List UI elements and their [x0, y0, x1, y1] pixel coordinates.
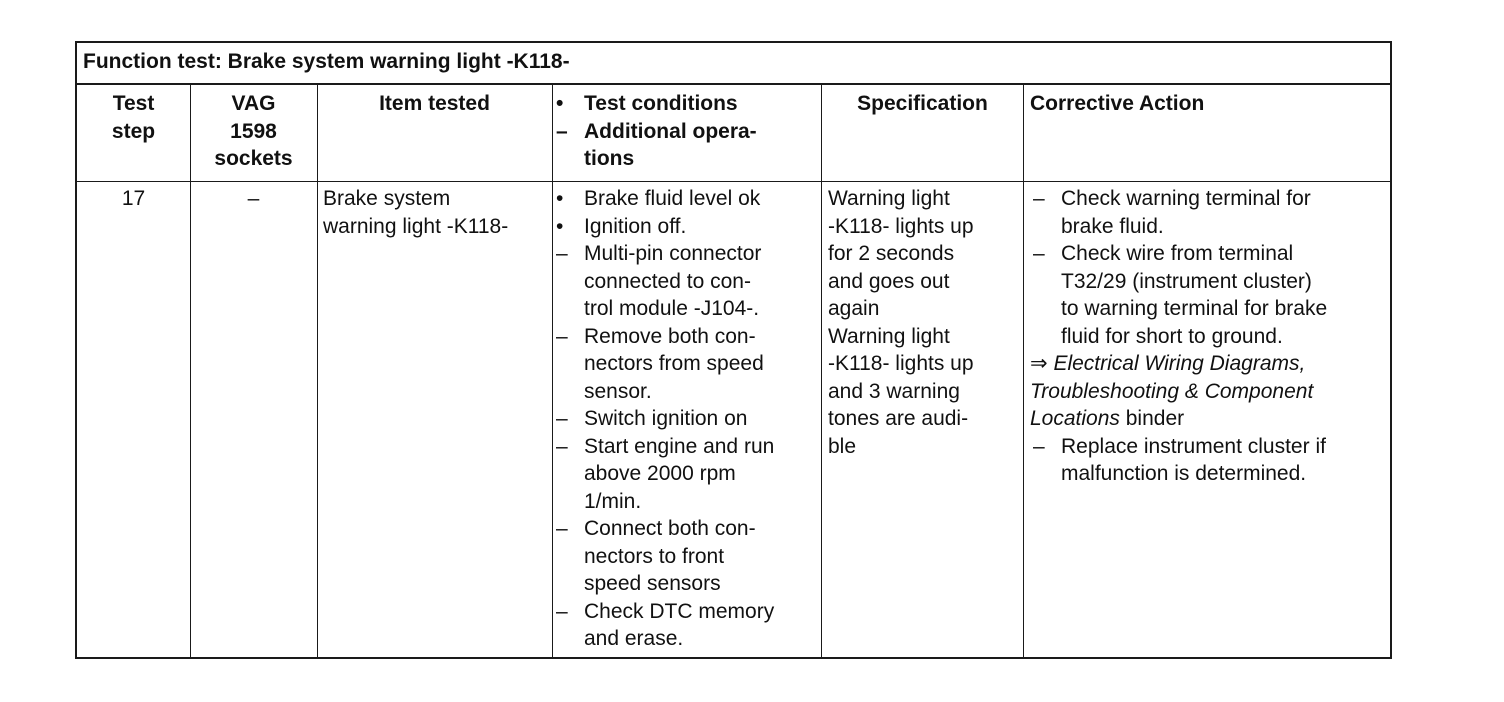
function-test-table [75, 41, 1392, 659]
column-divider [821, 85, 822, 657]
cell-test-step: 17 [121, 187, 146, 210]
condition-item [553, 515, 821, 598]
table-title: Function test: Brake system warning light -K118- [77, 43, 1390, 85]
action-item [1030, 185, 1392, 240]
header-divider [77, 181, 1390, 182]
condition-text: Connect both con- nectors to front speed sensors [584, 517, 756, 595]
condition-text: Switch ignition on [584, 407, 748, 430]
condition-item [553, 185, 821, 213]
condition-item [553, 240, 821, 323]
list-marker: – [556, 242, 568, 265]
list-marker: – [556, 517, 568, 540]
wiring-diagram-reference [1030, 350, 1392, 433]
header-test-step [77, 90, 190, 145]
cell-test-conditions [553, 185, 821, 653]
cell-vag-sockets: – [247, 187, 260, 210]
header-text: Item tested [379, 92, 490, 115]
header-text: 1598 [230, 119, 277, 143]
header-text: Additional opera- [584, 119, 757, 143]
list-marker: – [1033, 434, 1045, 458]
condition-text: Start engine and run above 2000 rpm 1/min. [584, 434, 775, 513]
header-test-conditions [553, 90, 821, 173]
condition-item [553, 405, 821, 433]
header-item-tested [317, 90, 552, 118]
list-marker: – [556, 407, 568, 430]
header-text: Test [112, 92, 155, 115]
condition-text: Ignition off. [584, 214, 687, 238]
cell-item-tested: Brake system warning light -K118- [323, 187, 509, 238]
condition-text: Multi-pin connector connected to con- trol module -J104-. [584, 242, 762, 320]
reference-suffix: binder [1125, 407, 1185, 430]
cell-specification: Warning light -K118- lights up for 2 seconds and goes out again Warning light -K118- lights up and 3 warning tones are audi- ble [828, 187, 974, 458]
condition-item [553, 323, 821, 406]
header-text: step [111, 119, 156, 143]
column-divider [1023, 85, 1024, 657]
reference-title: Electrical Wiring Diagrams, Troubleshooting & Component Locations [1030, 352, 1314, 430]
header-text: Corrective Action [1030, 92, 1205, 115]
action-text: Check warning terminal for brake fluid. [1061, 187, 1311, 238]
condition-item [553, 598, 821, 653]
dash-marker: – [556, 119, 568, 143]
header-text: sockets [214, 147, 293, 170]
header-corrective-action [1030, 90, 1390, 118]
arrow-icon: ⇒ [1030, 352, 1048, 375]
condition-text: Check DTC memory and erase. [584, 599, 775, 650]
header-vag-sockets [190, 90, 317, 173]
column-divider [317, 85, 318, 657]
action-text: Check wire from terminal T32/29 (instrument cluster) to warning terminal for brake fluid for short to ground. [1061, 242, 1328, 348]
list-marker: – [1033, 187, 1045, 210]
list-marker: • [556, 187, 564, 210]
list-marker: – [1033, 242, 1045, 265]
action-item [1030, 433, 1392, 488]
header-specification [822, 90, 1023, 118]
condition-item [553, 433, 821, 516]
condition-item [553, 213, 821, 241]
condition-text: Brake fluid level ok [584, 187, 761, 210]
list-marker: – [556, 434, 568, 458]
cell-corrective-action [1030, 185, 1392, 488]
bullet-marker: • [556, 92, 564, 115]
header-text: Test conditions [584, 92, 738, 115]
header-text: tions [584, 147, 635, 170]
action-item [1030, 240, 1392, 350]
list-marker: • [556, 214, 564, 238]
list-marker: – [556, 599, 568, 623]
header-text: VAG [231, 92, 276, 115]
action-text: Replace instrument cluster if malfunction is determined. [1061, 434, 1326, 485]
condition-text: Remove both con- nectors from speed sensor. [584, 324, 764, 403]
list-marker: – [556, 324, 568, 348]
header-text: Specification [857, 92, 988, 115]
